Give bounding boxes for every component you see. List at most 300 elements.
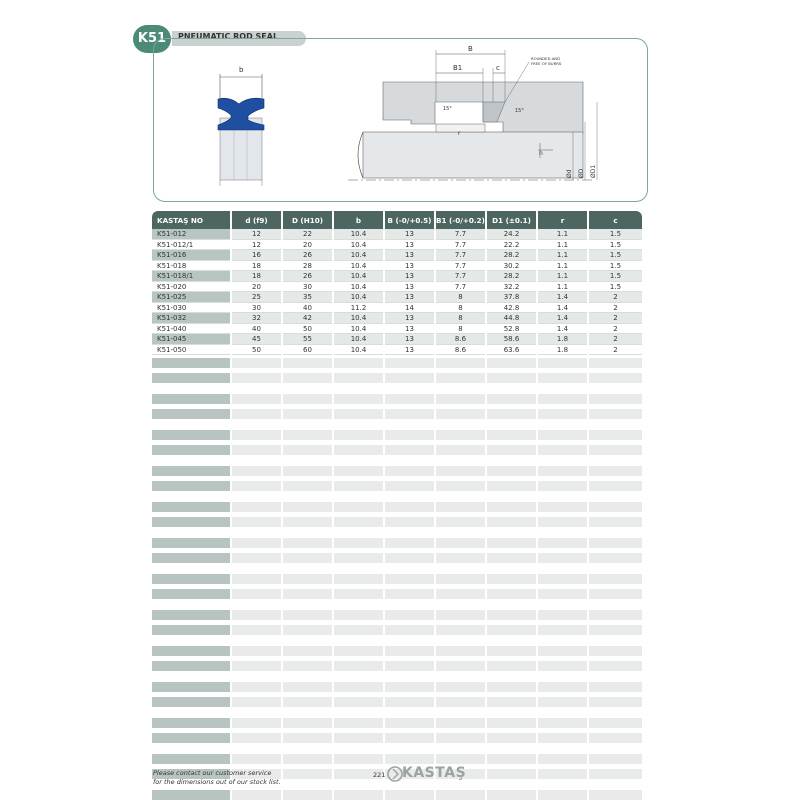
empty-table-cell bbox=[436, 733, 485, 743]
table-cell: 7.7 bbox=[436, 282, 485, 293]
table-cell: 12 bbox=[232, 229, 281, 240]
empty-table-cell bbox=[232, 358, 281, 368]
table-cell: 2 bbox=[589, 303, 642, 314]
empty-table-cell bbox=[283, 553, 332, 563]
table-cell: 8.6 bbox=[436, 345, 485, 356]
dim-B1-label: B1 bbox=[453, 64, 463, 72]
empty-table-cell bbox=[487, 574, 536, 584]
table-cell: 30 bbox=[232, 303, 281, 314]
empty-table-row bbox=[152, 358, 644, 368]
empty-table-cell bbox=[436, 394, 485, 404]
empty-table-row bbox=[152, 625, 644, 635]
empty-table-cell bbox=[538, 697, 587, 707]
empty-table-cell bbox=[232, 661, 281, 671]
table-row bbox=[152, 313, 644, 324]
empty-table-cell bbox=[385, 589, 434, 599]
empty-table-cell bbox=[436, 358, 485, 368]
empty-table-cell bbox=[283, 718, 332, 728]
empty-table-row bbox=[152, 697, 644, 707]
empty-table-cell bbox=[283, 589, 332, 599]
empty-table-row bbox=[152, 517, 644, 527]
empty-table-cell bbox=[232, 409, 281, 419]
table-cell: 10.4 bbox=[334, 292, 383, 303]
empty-table-cell bbox=[487, 394, 536, 404]
empty-table-cell bbox=[589, 790, 642, 800]
empty-table-cell bbox=[283, 646, 332, 656]
empty-table-cell bbox=[334, 358, 383, 368]
empty-table-cell bbox=[385, 373, 434, 383]
empty-table-cell bbox=[334, 697, 383, 707]
table-cell: 22 bbox=[283, 229, 332, 240]
table-cell: 28 bbox=[283, 261, 332, 272]
table-cell: K51-050 bbox=[152, 345, 230, 356]
empty-table-row bbox=[152, 589, 644, 599]
empty-table-row bbox=[152, 502, 644, 512]
empty-table-cell bbox=[589, 733, 642, 743]
empty-table-cell bbox=[152, 697, 230, 707]
empty-table-cell bbox=[232, 481, 281, 491]
note-line-2: FREE OF BURRS bbox=[531, 61, 562, 66]
logo-text: KASTAŞ bbox=[402, 765, 467, 781]
empty-table-cell bbox=[334, 466, 383, 476]
dim-D-label: ØD bbox=[578, 168, 585, 178]
empty-table-cell bbox=[538, 661, 587, 671]
table-cell: 40 bbox=[232, 324, 281, 335]
empty-table-row bbox=[152, 373, 644, 383]
empty-table-cell bbox=[283, 790, 332, 800]
column-header: B (-0/+0.5) bbox=[385, 211, 434, 229]
empty-table-cell bbox=[232, 430, 281, 440]
empty-table-cell bbox=[152, 682, 230, 692]
empty-table-cell bbox=[385, 574, 434, 584]
seal-diagram bbox=[153, 38, 648, 202]
empty-table-cell bbox=[283, 517, 332, 527]
empty-table-cell bbox=[436, 682, 485, 692]
empty-table-cell bbox=[152, 718, 230, 728]
table-cell: 16 bbox=[232, 250, 281, 261]
empty-table-cell bbox=[232, 697, 281, 707]
empty-table-cell bbox=[538, 589, 587, 599]
table-cell: 37.8 bbox=[487, 292, 536, 303]
empty-table-cell bbox=[152, 409, 230, 419]
empty-table-cell bbox=[589, 481, 642, 491]
empty-table-row bbox=[152, 394, 644, 404]
empty-table-cell bbox=[152, 610, 230, 620]
empty-table-cell bbox=[487, 646, 536, 656]
empty-table-cell bbox=[538, 733, 587, 743]
empty-table-cell bbox=[538, 409, 587, 419]
empty-table-cell bbox=[152, 358, 230, 368]
table-cell: 8 bbox=[436, 313, 485, 324]
table-cell: 1.4 bbox=[538, 324, 587, 335]
table-cell: 10.4 bbox=[334, 261, 383, 272]
empty-table-cell bbox=[385, 409, 434, 419]
empty-table-row bbox=[152, 574, 644, 584]
empty-table-cell bbox=[487, 445, 536, 455]
empty-table-cell bbox=[385, 445, 434, 455]
empty-table-cell bbox=[334, 574, 383, 584]
empty-table-cell bbox=[589, 358, 642, 368]
empty-table-cell bbox=[334, 682, 383, 692]
empty-table-cell bbox=[436, 646, 485, 656]
table-cell: 1.5 bbox=[589, 282, 642, 293]
empty-table-cell bbox=[385, 517, 434, 527]
empty-table-cell bbox=[487, 589, 536, 599]
table-cell: 12 bbox=[232, 240, 281, 251]
empty-table-row bbox=[152, 538, 644, 548]
table-cell: 30 bbox=[283, 282, 332, 293]
table-row bbox=[152, 282, 644, 293]
table-cell: 30.2 bbox=[487, 261, 536, 272]
empty-table-cell bbox=[232, 625, 281, 635]
table-cell: 26 bbox=[283, 271, 332, 282]
empty-table-cell bbox=[538, 610, 587, 620]
table-body bbox=[152, 229, 644, 355]
radius-label: r bbox=[458, 130, 461, 137]
empty-table-cell bbox=[538, 754, 587, 764]
empty-table-cell bbox=[487, 661, 536, 671]
page-title: PNEUMATIC ROD SEAL bbox=[178, 32, 279, 41]
table-cell: 10.4 bbox=[334, 334, 383, 345]
column-header: b bbox=[334, 211, 383, 229]
empty-table-cell bbox=[538, 682, 587, 692]
table-cell: 1.4 bbox=[538, 292, 587, 303]
empty-table-cell bbox=[436, 517, 485, 527]
empty-table-cell bbox=[334, 481, 383, 491]
empty-table-cell bbox=[283, 373, 332, 383]
table-cell: 24.2 bbox=[487, 229, 536, 240]
table-cell: 7.7 bbox=[436, 250, 485, 261]
empty-table-cell bbox=[589, 574, 642, 584]
table-cell: 50 bbox=[232, 345, 281, 356]
empty-table-cell bbox=[436, 502, 485, 512]
empty-table-cell bbox=[283, 445, 332, 455]
table-cell: 13 bbox=[385, 292, 434, 303]
table-row bbox=[152, 345, 644, 356]
table-cell: 1.1 bbox=[538, 271, 587, 282]
table-cell: K51-018 bbox=[152, 261, 230, 272]
empty-table-cell bbox=[152, 754, 230, 764]
dim-d-label: Ød bbox=[566, 169, 573, 178]
empty-table-cell bbox=[589, 646, 642, 656]
empty-table-cell bbox=[538, 718, 587, 728]
table-row bbox=[152, 334, 644, 345]
table-cell: 2 bbox=[589, 345, 642, 356]
table-cell: 1.5 bbox=[589, 240, 642, 251]
empty-table-cell bbox=[232, 502, 281, 512]
empty-table-cell bbox=[436, 481, 485, 491]
empty-table-cell bbox=[334, 646, 383, 656]
empty-table-cell bbox=[589, 517, 642, 527]
empty-table-cell bbox=[538, 538, 587, 548]
empty-table-cell bbox=[385, 553, 434, 563]
empty-table-cell bbox=[232, 538, 281, 548]
empty-table-cell bbox=[538, 646, 587, 656]
table-cell: 50 bbox=[283, 324, 332, 335]
empty-table-cell bbox=[152, 790, 230, 800]
empty-table-cell bbox=[334, 517, 383, 527]
table-cell: 1.4 bbox=[538, 303, 587, 314]
empty-table-row bbox=[152, 466, 644, 476]
table-cell: 13 bbox=[385, 282, 434, 293]
footer-note bbox=[153, 769, 281, 787]
empty-table-cell bbox=[436, 430, 485, 440]
empty-table-cell bbox=[538, 430, 587, 440]
empty-table-cell bbox=[152, 589, 230, 599]
table-cell: 10.4 bbox=[334, 282, 383, 293]
table-cell: 8 bbox=[436, 303, 485, 314]
empty-table-cell bbox=[232, 682, 281, 692]
table-cell: 1.1 bbox=[538, 229, 587, 240]
empty-table-cell bbox=[487, 553, 536, 563]
empty-table-cell bbox=[283, 661, 332, 671]
empty-table-cell bbox=[152, 661, 230, 671]
empty-table-cell bbox=[436, 574, 485, 584]
empty-table-cell bbox=[152, 538, 230, 548]
empty-table-cell bbox=[487, 697, 536, 707]
table-cell: 13 bbox=[385, 240, 434, 251]
empty-table-cell bbox=[283, 481, 332, 491]
table-cell: 7.7 bbox=[436, 229, 485, 240]
table-cell: 7.7 bbox=[436, 240, 485, 251]
empty-table-cell bbox=[487, 733, 536, 743]
empty-table-cell bbox=[283, 769, 332, 779]
empty-table-cell bbox=[232, 733, 281, 743]
table-cell: 2 bbox=[589, 292, 642, 303]
empty-table-cell bbox=[589, 661, 642, 671]
empty-table-cell bbox=[487, 358, 536, 368]
table-cell: 10.4 bbox=[334, 345, 383, 356]
empty-table-cell bbox=[152, 481, 230, 491]
empty-table-cell bbox=[283, 610, 332, 620]
table-cell: 1.1 bbox=[538, 261, 587, 272]
empty-table-cell bbox=[436, 697, 485, 707]
dim-c-label: c bbox=[496, 64, 500, 72]
table-cell: K51-012 bbox=[152, 229, 230, 240]
table-cell: 22.2 bbox=[487, 240, 536, 251]
empty-table-cell bbox=[589, 409, 642, 419]
table-cell: 7.7 bbox=[436, 261, 485, 272]
table-cell: 20 bbox=[232, 282, 281, 293]
empty-table-cell bbox=[436, 661, 485, 671]
table-cell: 10.4 bbox=[334, 271, 383, 282]
table-cell: 14 bbox=[385, 303, 434, 314]
empty-table-cell bbox=[334, 430, 383, 440]
empty-table-cell bbox=[487, 466, 536, 476]
housing-drawing bbox=[348, 82, 593, 180]
table-cell: 1.5 bbox=[589, 271, 642, 282]
empty-table-cell bbox=[232, 718, 281, 728]
empty-table-cell bbox=[152, 574, 230, 584]
empty-table-cell bbox=[232, 394, 281, 404]
empty-table-cell bbox=[589, 553, 642, 563]
footer-note-line-1: Please contact our customer service bbox=[153, 769, 272, 777]
empty-table-row bbox=[152, 646, 644, 656]
empty-table-cell bbox=[283, 430, 332, 440]
table-cell: K51-025 bbox=[152, 292, 230, 303]
table-cell: 2 bbox=[589, 334, 642, 345]
table-cell: 42 bbox=[283, 313, 332, 324]
column-header: r bbox=[538, 211, 587, 229]
table-cell: 13 bbox=[385, 250, 434, 261]
empty-table-cell bbox=[385, 481, 434, 491]
empty-table-cell bbox=[152, 445, 230, 455]
table-cell: 1.1 bbox=[538, 240, 587, 251]
table-cell: K51-016 bbox=[152, 250, 230, 261]
dimension-table bbox=[152, 211, 644, 800]
empty-table-cell bbox=[385, 661, 434, 671]
dim-n-label: n bbox=[539, 150, 543, 157]
empty-table-cell bbox=[385, 697, 434, 707]
empty-table-cell bbox=[589, 625, 642, 635]
table-cell: 13 bbox=[385, 261, 434, 272]
empty-table-cell bbox=[385, 538, 434, 548]
table-cell: 8 bbox=[436, 292, 485, 303]
empty-table-cell bbox=[152, 394, 230, 404]
table-cell: 60 bbox=[283, 345, 332, 356]
footer-note-line-2: for the dimensions out of our stock list. bbox=[153, 778, 281, 786]
empty-table-cell bbox=[385, 754, 434, 764]
empty-table-cell bbox=[232, 373, 281, 383]
table-cell: 32 bbox=[232, 313, 281, 324]
empty-table-cell bbox=[232, 610, 281, 620]
empty-table-cell bbox=[232, 574, 281, 584]
table-cell: K51-012/1 bbox=[152, 240, 230, 251]
table-cell: 28.2 bbox=[487, 271, 536, 282]
empty-table-cell bbox=[538, 574, 587, 584]
empty-table-cell bbox=[589, 697, 642, 707]
table-cell: 40 bbox=[283, 303, 332, 314]
empty-table-cell bbox=[152, 553, 230, 563]
empty-table-cell bbox=[334, 718, 383, 728]
empty-table-cell bbox=[538, 373, 587, 383]
empty-table-cell bbox=[385, 610, 434, 620]
empty-table-cell bbox=[283, 409, 332, 419]
empty-table-cell bbox=[385, 394, 434, 404]
empty-table-cell bbox=[487, 373, 536, 383]
empty-table-cell bbox=[152, 502, 230, 512]
empty-table-cell bbox=[232, 754, 281, 764]
empty-table-cell bbox=[487, 502, 536, 512]
empty-table-cell bbox=[487, 682, 536, 692]
angle-label-2: 15° bbox=[515, 108, 524, 114]
table-cell: 55 bbox=[283, 334, 332, 345]
empty-table-cell bbox=[436, 610, 485, 620]
empty-table-cell bbox=[283, 682, 332, 692]
empty-table-cell bbox=[232, 589, 281, 599]
empty-table-cell bbox=[283, 538, 332, 548]
table-empty-rows bbox=[152, 358, 644, 800]
empty-table-cell bbox=[487, 625, 536, 635]
table-cell: 44.8 bbox=[487, 313, 536, 324]
empty-table-cell bbox=[385, 625, 434, 635]
empty-table-row bbox=[152, 661, 644, 671]
table-cell: K51-045 bbox=[152, 334, 230, 345]
table-row bbox=[152, 229, 644, 240]
empty-table-cell bbox=[589, 769, 642, 779]
empty-table-row bbox=[152, 610, 644, 620]
empty-table-cell bbox=[334, 790, 383, 800]
empty-table-cell bbox=[436, 718, 485, 728]
table-cell: 13 bbox=[385, 271, 434, 282]
empty-table-cell bbox=[538, 502, 587, 512]
empty-table-row bbox=[152, 682, 644, 692]
empty-table-cell bbox=[538, 625, 587, 635]
empty-table-cell bbox=[538, 358, 587, 368]
table-cell: 26 bbox=[283, 250, 332, 261]
table-cell: 10.4 bbox=[334, 240, 383, 251]
table-cell: 18 bbox=[232, 261, 281, 272]
empty-table-cell bbox=[589, 502, 642, 512]
empty-table-cell bbox=[385, 502, 434, 512]
empty-table-cell bbox=[283, 466, 332, 476]
table-cell: 20 bbox=[283, 240, 332, 251]
table-cell: 8.6 bbox=[436, 334, 485, 345]
empty-table-cell bbox=[487, 430, 536, 440]
empty-table-cell bbox=[589, 373, 642, 383]
table-cell: K51-040 bbox=[152, 324, 230, 335]
empty-table-cell bbox=[589, 430, 642, 440]
empty-table-cell bbox=[436, 589, 485, 599]
empty-table-cell bbox=[334, 661, 383, 671]
empty-table-cell bbox=[232, 790, 281, 800]
table-cell: 1.4 bbox=[538, 313, 587, 324]
empty-table-cell bbox=[436, 553, 485, 563]
table-cell: 7.7 bbox=[436, 271, 485, 282]
column-header: D (H10) bbox=[283, 211, 332, 229]
empty-table-row bbox=[152, 553, 644, 563]
table-cell: 58.6 bbox=[487, 334, 536, 345]
empty-table-cell bbox=[283, 574, 332, 584]
empty-table-cell bbox=[232, 466, 281, 476]
empty-table-cell bbox=[334, 502, 383, 512]
page-number: 221 bbox=[373, 771, 386, 779]
table-cell: 11.2 bbox=[334, 303, 383, 314]
dim-D1-label: ØD1 bbox=[590, 164, 597, 178]
table-cell: 13 bbox=[385, 345, 434, 356]
table-row bbox=[152, 292, 644, 303]
empty-table-cell bbox=[589, 682, 642, 692]
table-cell: 35 bbox=[283, 292, 332, 303]
empty-table-cell bbox=[436, 754, 485, 764]
dim-B-label: B bbox=[468, 45, 473, 53]
table-cell: 18 bbox=[232, 271, 281, 282]
empty-table-cell bbox=[436, 409, 485, 419]
empty-table-cell bbox=[152, 430, 230, 440]
empty-table-cell bbox=[589, 718, 642, 728]
table-cell: 42.8 bbox=[487, 303, 536, 314]
table-row bbox=[152, 240, 644, 251]
empty-table-cell bbox=[283, 625, 332, 635]
empty-table-cell bbox=[538, 481, 587, 491]
empty-table-cell bbox=[232, 517, 281, 527]
empty-table-cell bbox=[487, 754, 536, 764]
note-line-1: ROUNDED AND bbox=[531, 56, 561, 61]
empty-table-cell bbox=[283, 502, 332, 512]
table-cell: 10.4 bbox=[334, 324, 383, 335]
table-cell: 1.5 bbox=[589, 261, 642, 272]
empty-table-row bbox=[152, 409, 644, 419]
empty-table-cell bbox=[487, 769, 536, 779]
empty-table-cell bbox=[385, 430, 434, 440]
empty-table-cell bbox=[589, 466, 642, 476]
dim-b-label: b bbox=[239, 66, 244, 74]
table-header-row bbox=[152, 211, 644, 229]
empty-table-cell bbox=[334, 538, 383, 548]
empty-table-row bbox=[152, 481, 644, 491]
table-row bbox=[152, 261, 644, 272]
table-cell: 1.5 bbox=[589, 229, 642, 240]
